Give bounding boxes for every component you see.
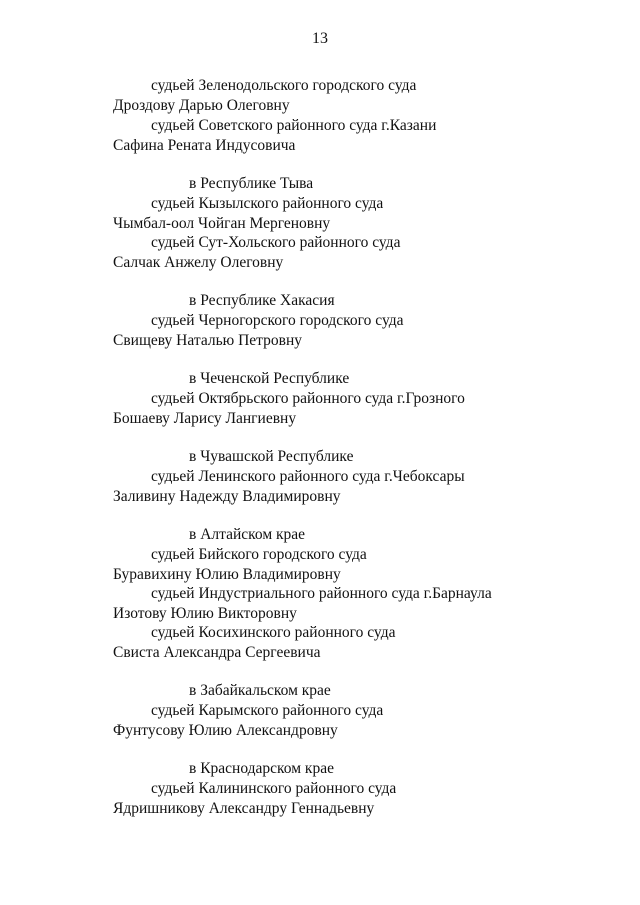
judge-name: Заливину Надежду Владимировну bbox=[113, 488, 341, 505]
judge-name: Чымбал-оол Чойган Мергеновну bbox=[113, 215, 331, 232]
judge-name: Свищеву Наталью Петровну bbox=[113, 332, 302, 349]
court-line: судьей Черногорского городского суда bbox=[151, 312, 404, 329]
judge-name: Буравихину Юлию Владимировну bbox=[113, 566, 341, 583]
judge-name: Свиста Александра Сергеевича bbox=[113, 644, 321, 661]
page-number: 13 bbox=[312, 30, 328, 47]
region-heading: в Чувашской Республике bbox=[189, 448, 354, 465]
region-heading: в Республике Тыва bbox=[189, 175, 314, 192]
region-heading: в Республике Хакасия bbox=[189, 292, 335, 309]
court-line: судьей Советского районного суда г.Казани bbox=[151, 117, 437, 134]
court-line: судьей Зеленодольского городского суда bbox=[151, 77, 417, 94]
region-heading: в Чеченской Республике bbox=[189, 370, 350, 387]
region-heading: в Алтайском крае bbox=[189, 526, 306, 543]
court-line: судьей Бийского городского суда bbox=[151, 546, 367, 563]
region-heading: в Забайкальском крае bbox=[189, 682, 331, 699]
court-line: судьей Карымского районного суда bbox=[151, 702, 384, 719]
judge-name: Ядришникову Александру Геннадьевну bbox=[113, 800, 375, 817]
court-line: судьей Сут-Хольского районного суда bbox=[151, 234, 401, 251]
judge-name: Бошаеву Ларису Лангиевну bbox=[113, 410, 297, 427]
court-line: судьей Калининского районного суда bbox=[151, 780, 397, 797]
court-line: судьей Октябрьского районного суда г.Грозного bbox=[151, 390, 465, 407]
judge-name: Дроздову Дарью Олеговну bbox=[113, 97, 290, 114]
region-heading: в Краснодарском крае bbox=[189, 760, 334, 777]
judge-name: Салчак Анжелу Олеговну bbox=[113, 254, 284, 271]
court-line: судьей Ленинского районного суда г.Чебоксары bbox=[151, 468, 465, 485]
judge-name: Сафина Рената Индусовича bbox=[113, 137, 296, 154]
judge-name: Изотову Юлию Викторовну bbox=[113, 605, 297, 622]
court-line: судьей Кызылского районного суда bbox=[151, 195, 384, 212]
judge-name: Фунтусову Юлию Александровну bbox=[113, 722, 338, 739]
court-line: судьей Индустриального районного суда г.Барнаула bbox=[151, 585, 492, 602]
court-line: судьей Косихинского районного суда bbox=[151, 624, 396, 641]
